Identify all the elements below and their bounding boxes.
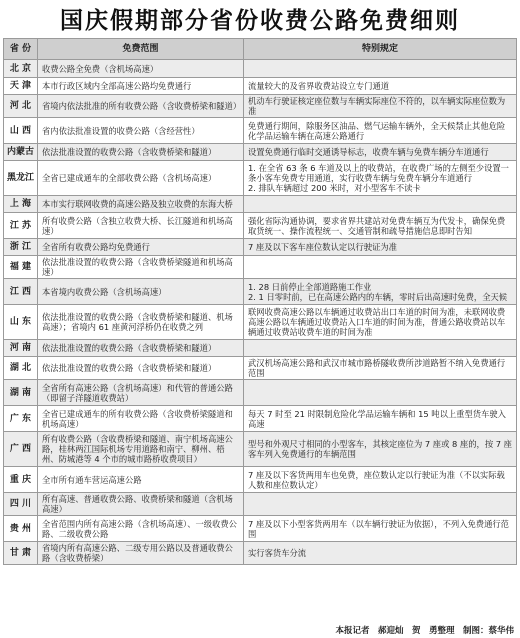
province-cell: 甘 肃	[4, 542, 38, 565]
province-cell: 江 西	[4, 279, 38, 305]
province-cell: 贵 州	[4, 516, 38, 542]
toll-free-table	[3, 38, 517, 565]
table-row	[4, 406, 517, 432]
scope-cell: 全省所有高速公路（含机场高速）和代管的普通公路（即留子洋隧道收费站）	[38, 380, 244, 406]
province-cell: 福 建	[4, 256, 38, 279]
special-cell: 7 座及以下客车座位数认定以行驶证为准	[244, 239, 517, 256]
special-cell: 7 座及以下客货两用车也免费，座位数认定以行驶证为准（不以实际载人数和座位数认定）	[244, 467, 517, 493]
scope-cell: 依法批准设置的收费公路（含收费桥梁隧道和机场高速）	[38, 256, 244, 279]
special-cell: 联网收费高速公路以车辆通过收费站出口车道的时间为准，未联网收费高速公路以车辆通过收费站入口车道的时间为准，普通公路收费站以车辆通过收费站收费车道的时间为准	[244, 305, 517, 340]
special-cell: 实行客货车分流	[244, 542, 517, 565]
credits: 本报记者 郝迎灿 贺 勇整理 制图：蔡华伟	[335, 626, 514, 636]
scope-cell: 依法批准设置的收费公路（含收费桥梁和隧道）	[38, 144, 244, 161]
province-cell: 黑龙江	[4, 161, 38, 196]
special-cell: 流量较大的及省界收费站设立专门通道	[244, 78, 517, 95]
province-cell: 湖 南	[4, 380, 38, 406]
province-cell: 河 北	[4, 95, 38, 118]
province-cell: 上 海	[4, 196, 38, 213]
scope-cell: 依法批准设置的收费公路（含收费桥梁和隧道、机场高速）；省境内 61 座黄河浮桥仍在收费之列	[38, 305, 244, 340]
table-row	[4, 340, 517, 357]
special-cell	[244, 493, 517, 516]
scope-cell: 本省境内收费公路（含机场高速）	[38, 279, 244, 305]
special-cell: 强化省际沟通协调，要求省界共建站对免费车辆互为代发卡，确保免费取货统一、操作流程统一、交通管制和疏导措施信息即时告知	[244, 213, 517, 239]
province-cell: 内蒙古	[4, 144, 38, 161]
province-cell: 河 南	[4, 340, 38, 357]
special-cell: 武汉机场高速公路和武汉市城市路桥隧收费所涉道路暂不纳入免费通行范围	[244, 357, 517, 380]
special-cell	[244, 340, 517, 357]
header-province: 省 份	[4, 39, 38, 60]
scope-cell: 全省已建成通车的全部收费公路（含机场高速）	[38, 161, 244, 196]
table-row	[4, 256, 517, 279]
table-row	[4, 305, 517, 340]
header-scope: 免费范围	[38, 39, 244, 60]
special-cell: 7 座及以下小型客货两用车（以车辆行驶证为依据），不列入免费通行范围	[244, 516, 517, 542]
scope-cell: 收费公路全免费（含机场高速）	[38, 60, 244, 78]
special-cell: 型号和外观尺寸相同的小型客车，其核定座位为 7 座或 8 座的，按 7 座客车列入免费通行的车辆范围	[244, 432, 517, 467]
special-cell: 免费通行期间，除服务区油品、燃气运输车辆外，全天候禁止其他危险化学品运输车辆在高速公路通行	[244, 118, 517, 144]
special-cell	[244, 256, 517, 279]
table-row	[4, 279, 517, 305]
scope-cell: 依法批准设置的收费公路（含收费桥梁和隧道）	[38, 340, 244, 357]
scope-cell: 所有收费公路（含独立收费大桥、长江隧道和机场高速）	[38, 213, 244, 239]
province-cell: 山 东	[4, 305, 38, 340]
page-title: 国庆假期部分省份收费公路免费细则	[60, 6, 460, 34]
scope-cell: 依法批准设置的收费公路（含收费桥梁和隧道）	[38, 357, 244, 380]
special-cell	[244, 196, 517, 213]
province-cell: 广 西	[4, 432, 38, 467]
table-row	[4, 493, 517, 516]
province-cell: 山 西	[4, 118, 38, 144]
province-cell: 北 京	[4, 60, 38, 78]
table-row	[4, 467, 517, 493]
province-cell: 湖 北	[4, 357, 38, 380]
scope-cell: 全省范围内所有高速公路（含机场高速）、一级收费公路、二级收费公路	[38, 516, 244, 542]
scope-cell: 全市所有通车营运高速公路	[38, 467, 244, 493]
province-cell: 江 苏	[4, 213, 38, 239]
province-cell: 浙 江	[4, 239, 38, 256]
province-cell: 重 庆	[4, 467, 38, 493]
scope-cell: 本市行政区域内全部高速公路均免费通行	[38, 78, 244, 95]
special-cell	[244, 380, 517, 406]
table-row	[4, 60, 517, 78]
scope-cell: 全省已建成通车的所有收费公路（含收费桥梁隧道和机场高速）	[38, 406, 244, 432]
header-special: 特别规定	[244, 39, 517, 60]
table-row	[4, 118, 517, 144]
table-row	[4, 516, 517, 542]
table-header-row	[4, 39, 517, 60]
special-cell: 1. 在全省 63 条 6 车道及以上的收费站，在收费广场的左侧至少设置一条小客车免费专用通道，实行收费车辆与免费车辆分车道通行 2. 排队车辆超过 200 米时，对小型客车不读卡	[244, 161, 517, 196]
scope-cell: 所有高速、普通收费公路、收费桥梁和隧道（含机场高速）	[38, 493, 244, 516]
table-row	[4, 432, 517, 467]
table-row	[4, 380, 517, 406]
scope-cell: 省境内依法批准的所有收费公路（含收费桥梁和隧道）	[38, 95, 244, 118]
table-row	[4, 357, 517, 380]
special-cell: 设置免费通行临时交通诱导标志，收费车辆与免费车辆分车道通行	[244, 144, 517, 161]
province-cell: 四 川	[4, 493, 38, 516]
table-row	[4, 95, 517, 118]
table-row	[4, 213, 517, 239]
special-cell	[244, 60, 517, 78]
scope-cell: 所有收费公路（含收费桥梁和隧道、南宁机场高速公路，桂林两江国际机场专用道路和南宁、柳州、梧州、防城港等 4 个市的城市路桥收费项目）	[38, 432, 244, 467]
special-cell: 机动车行驶证核定座位数与车辆实际座位不符的，以车辆实际座位数为准	[244, 95, 517, 118]
province-cell: 广 东	[4, 406, 38, 432]
province-cell: 天 津	[4, 78, 38, 95]
scope-cell: 本市实行联网收费的高速公路及独立收费的东海大桥	[38, 196, 244, 213]
scope-cell: 省内依法批准设置的收费公路（含经营性）	[38, 118, 244, 144]
scope-cell: 全省所有收费公路均免费通行	[38, 239, 244, 256]
table-row	[4, 144, 517, 161]
table-row	[4, 78, 517, 95]
table-row	[4, 542, 517, 565]
special-cell: 1. 28 日前停止全部道路施工作业 2. 1 日零时前，已在高速公路内的车辆，零时后出高速时免费，全天候	[244, 279, 517, 305]
table-row	[4, 239, 517, 256]
table-row	[4, 196, 517, 213]
special-cell: 每天 7 时至 21 时限制危险化学品运输车辆和 15 吨以上重型货车驶入高速	[244, 406, 517, 432]
table-row	[4, 161, 517, 196]
scope-cell: 省境内所有高速公路、二级专用公路以及普通收费公路（含收费桥梁）	[38, 542, 244, 565]
